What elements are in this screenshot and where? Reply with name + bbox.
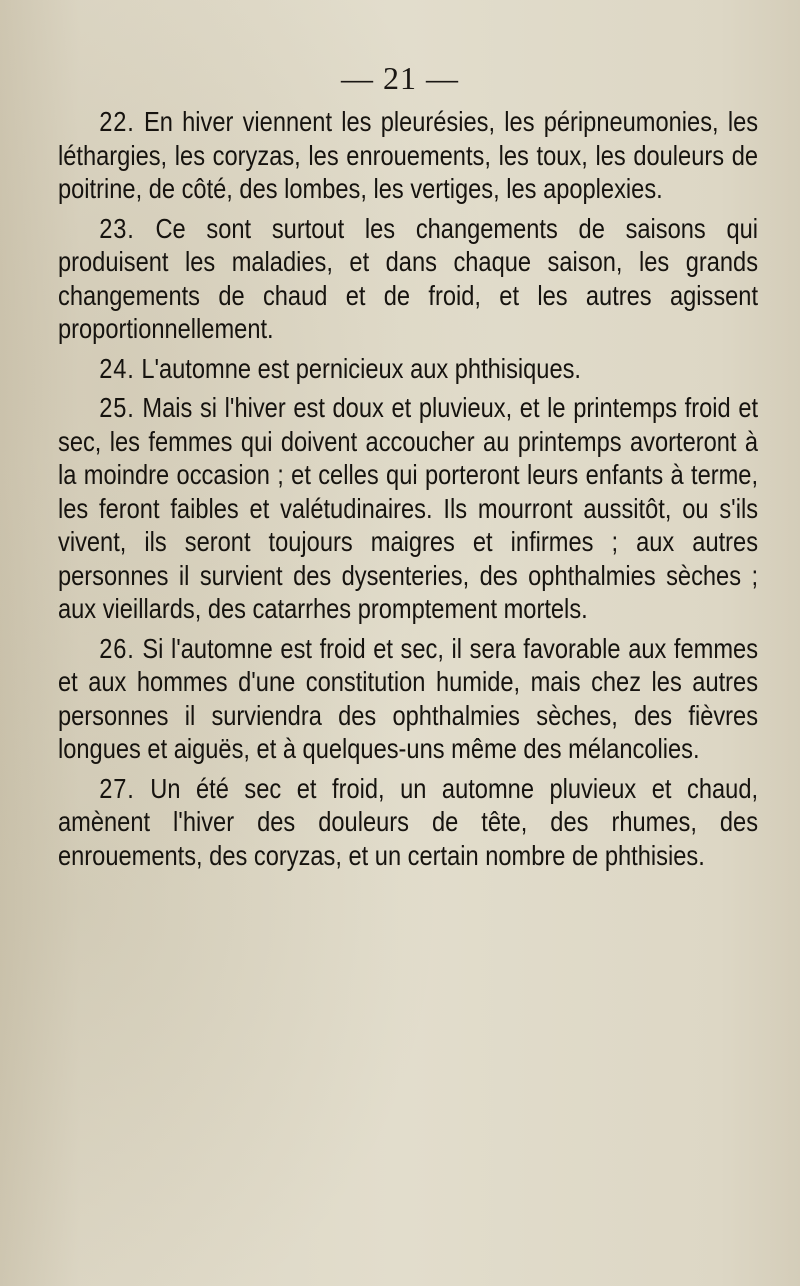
paragraph-number: 25. [99,392,135,423]
paragraph-text: Ce sont surtout les changements de saisons qui produisent les maladies, et dans chaque saison, les grands changements de chaud et de froid, et les autres agissent proportionnellement. [58,212,759,344]
page-body [58,105,758,878]
paragraph-24 [58,352,758,386]
paragraph-text: En hiver viennent les pleurésies, les péripneumonies, les léthargies, les coryzas, les enrouements, les toux, les douleurs de poitrine, de côté, des lombes, les vertiges, les apoplexies. [58,106,759,204]
paragraph-text: Mais si l'hiver est doux et pluvieux, et le printemps froid et sec, les femmes qui doivent accoucher au printemps avorteront à la moindre occasion ; et celles qui porteront leurs enfants à terme, les feront faibles et valétudinaires. Ils mourront aussitôt, ou s'ils vivent, ils seront toujours maigres et infirmes ; aux autres personnes il survient des dysenteries, des ophthalmies sèches ; aux vieillards, des catarrhes promptement mortels. [58,392,759,624]
paragraph-number: 26. [99,632,135,664]
paragraph-22 [58,105,758,206]
paragraph-number: 23. [99,212,135,244]
paragraph-text: Si l'automne est froid et sec, il sera favorable aux femmes et aux hommes d'une constitution humide, mais chez les autres personnes il surviendra des ophthalmies sèches, des fièvres longues et aiguës, et à quelques-uns même des mélancolies. [58,632,759,764]
paragraph-27 [58,772,758,873]
paragraph-number: 22. [99,106,135,137]
paragraph-26 [58,632,758,766]
paragraph-23 [58,212,758,346]
paragraph-text: L'automne est pernicieux aux phthisiques. [141,352,582,384]
paragraph-number: 24. [99,352,135,384]
paragraph-text: Un été sec et froid, un automne pluvieux et chaud, amènent l'hiver des douleurs de tête, des rhumes, des enrouements, des coryzas, et un certain nombre de phthisies. [58,772,759,871]
paragraph-25 [58,391,758,626]
page-number: — 21 — [341,60,459,96]
paragraph-number: 27. [99,772,135,804]
